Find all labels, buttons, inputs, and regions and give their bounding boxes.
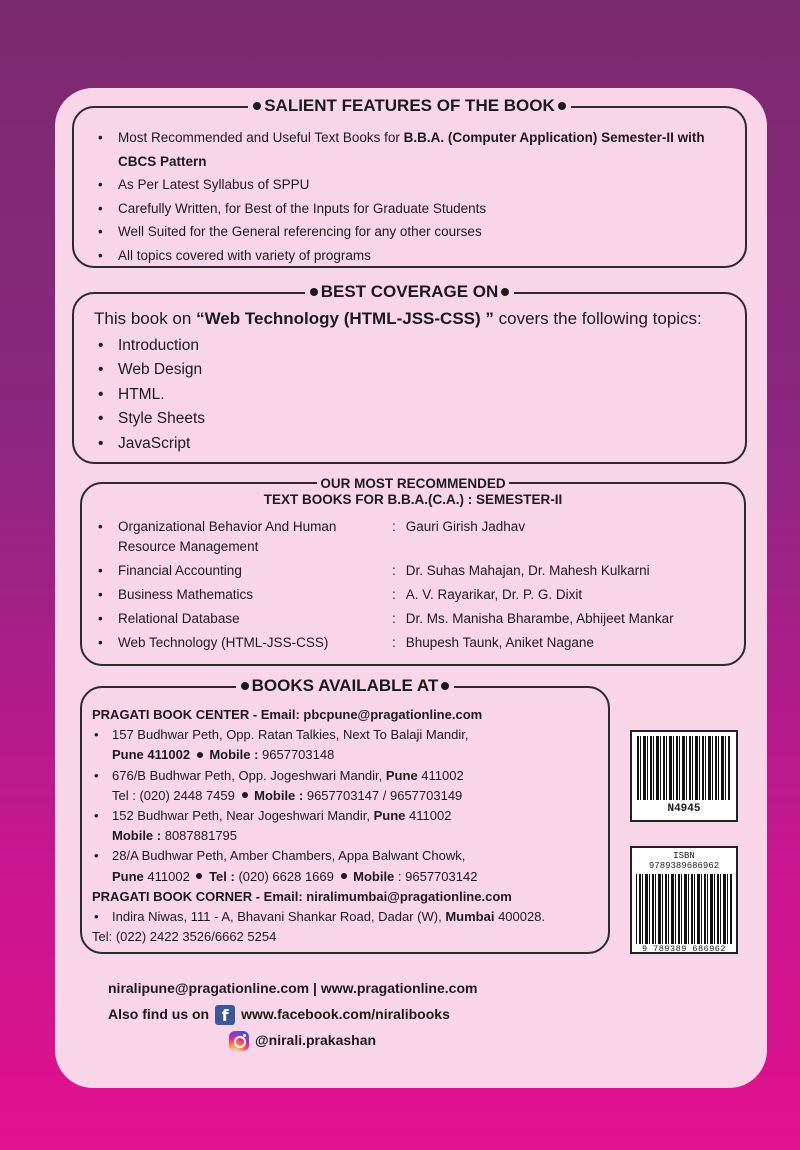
recommended-title-line1: OUR MOST RECOMMENDED (317, 476, 508, 491)
bullet-dot-icon (310, 288, 318, 296)
corner-address-list (92, 907, 545, 927)
address-city: Pune (112, 868, 144, 884)
address-pin: 411002 (405, 808, 452, 824)
address-pin: 411002 (417, 767, 464, 783)
feature-text: All topics covered with variety of programs (118, 247, 371, 263)
address-city: Mumbai (445, 909, 495, 925)
recommended-books-box (80, 476, 746, 666)
address-pin: 411002 (143, 868, 190, 884)
separator-dot-icon (341, 873, 347, 879)
isbn-number: ISBN 9789389686962 (648, 851, 720, 871)
best-coverage-box (72, 282, 747, 464)
footer-separator: | (309, 980, 321, 996)
center-email-link[interactable]: Email: pbcpune@pragationline.com (260, 707, 483, 722)
address-text: 152 Budhwar Peth, Near Jogeshwari Mandir, (112, 808, 374, 824)
book-title: • Financial Accounting (96, 561, 376, 581)
barcode-bars (636, 874, 732, 944)
ean-number: 9 789389 686962 (641, 944, 726, 954)
books-available-heading (82, 676, 608, 696)
list-item (92, 725, 545, 765)
recommended-heading (82, 476, 744, 508)
separator-dot-icon (242, 792, 248, 798)
bullet-dot-icon (501, 288, 509, 296)
mobile-label: Mobile (353, 868, 395, 884)
address-text: 676/B Budhwar Peth, Opp. Jogeshwari Mandir, (112, 767, 386, 783)
bullet-dot-icon (441, 682, 449, 690)
book-authors: : Bhupesh Taunk, Aniket Nagane (392, 633, 594, 653)
address-city: Pune (373, 808, 406, 824)
coverage-intro (94, 308, 702, 330)
mobile-label: Mobile : (254, 787, 304, 803)
mobile-number: 9657703148 (258, 747, 335, 763)
bullet-dot-icon (558, 102, 566, 110)
address-city: Pune 411002 (112, 747, 191, 763)
list-item (92, 766, 545, 806)
salient-features-box (72, 96, 747, 268)
book-title: • Business Mathematics (96, 585, 376, 605)
center-label: PRAGATI BOOK CENTER - (92, 707, 261, 722)
list-item (96, 220, 745, 244)
book-title: • Relational Database (96, 609, 376, 629)
book-title: • Web Technology (HTML-JSS-CSS) (96, 633, 376, 653)
feature-text: Carefully Written, for Best of the Inputs for Graduate Students (118, 200, 487, 216)
list-item (96, 126, 745, 173)
facebook-link[interactable]: www.facebook.com/niralibooks (241, 1006, 450, 1022)
list-item: • Style Sheets (96, 407, 205, 431)
coverage-topic-list (96, 334, 205, 456)
list-item: • Introduction (96, 334, 205, 358)
inventory-barcode (630, 730, 738, 822)
barcode-bars (637, 736, 731, 800)
footer-facebook-row (108, 1004, 477, 1030)
feature-bold-text: B.B.A. (Computer Application) Semester-II with CBCS Pattern (118, 130, 705, 169)
book-authors: : Dr. Ms. Manisha Bharambe, Abhijeet Mankar (392, 609, 674, 629)
telephone-number: Tel: (022) 2422 3526/6662 5254 (92, 929, 277, 945)
address-pin: 400028. (494, 909, 546, 925)
instagram-link[interactable]: @nirali.prakashan (255, 1032, 377, 1048)
separator-dot-icon (197, 752, 203, 758)
footer-email-row (108, 978, 477, 1004)
mobile-number: 9657703147 / 9657703149 (303, 787, 463, 803)
footer-instagram-row (108, 1030, 477, 1056)
feature-text: Well Suited for the General referencing for any other courses (118, 224, 482, 239)
address-text: 157 Budhwar Peth, Opp. Ratan Talkies, Next To Balaji Mandir, (112, 727, 469, 743)
coverage-book-title: “Web Technology (HTML-JSS-CSS) ” (196, 309, 494, 328)
separator-dot-icon (196, 873, 202, 879)
list-item: • JavaScript (96, 432, 205, 456)
book-authors: : Gauri Girish Jadhav (392, 517, 525, 537)
list-item (96, 173, 745, 197)
mobile-label: Mobile : (209, 747, 259, 763)
best-coverage-heading (74, 282, 745, 302)
salient-title: SALIENT FEATURES OF THE BOOK (264, 96, 555, 115)
list-item (92, 907, 545, 927)
bullet-dot-icon (253, 102, 261, 110)
barcode-code: N4945 (667, 803, 701, 815)
telephone-label: Tel : (209, 868, 235, 884)
list-item: • Web Design (96, 358, 205, 382)
bullet-dot-icon (241, 682, 249, 690)
address-text: Indira Niwas, 111 - A, Bhavani Shankar Road, Dadar (W), (112, 909, 446, 925)
corner-label: PRAGATI BOOK CORNER - Email: nirali (92, 888, 338, 904)
mobile-label: Mobile : (112, 828, 162, 844)
salient-features-heading (74, 96, 745, 116)
instagram-icon[interactable] (229, 1031, 249, 1051)
address-text: 28/A Budhwar Peth, Amber Chambers, Appa Balwant Chowk, (112, 848, 466, 864)
book-title: • Organizational Behavior And Human Resource Management (96, 517, 376, 557)
center-address-list (92, 725, 545, 887)
coverage-intro-pre: This book on (94, 309, 197, 328)
list-item: • HTML. (96, 383, 205, 407)
recommended-title-line2: TEXT BOOKS FOR B.B.A.(C.A.) : SEMESTER-II (261, 492, 566, 507)
book-authors: : Dr. Suhas Mahajan, Dr. Mahesh Kulkarni (392, 561, 650, 581)
mobile-number: : 9657703142 (394, 868, 478, 884)
telephone-number: Tel : (020) 2448 7459 (112, 787, 235, 803)
list-item (92, 806, 545, 846)
books-available-box (80, 676, 610, 954)
list-item (96, 244, 745, 268)
footer-contact (108, 978, 477, 1056)
find-us-label: Also find us on (108, 1006, 210, 1022)
footer-website-link[interactable]: www.pragationline.com (320, 980, 478, 996)
corner-heading (92, 887, 545, 907)
address-city: Pune (385, 767, 418, 783)
telephone-number: (020) 6628 1669 (234, 868, 334, 884)
coverage-title: BEST COVERAGE ON (320, 282, 499, 301)
address-list (92, 705, 545, 947)
available-title: BOOKS AVAILABLE AT (251, 676, 439, 695)
feature-text: Most Recommended and Useful Text Books for (118, 130, 404, 145)
salient-features-list (96, 126, 745, 267)
facebook-icon[interactable]: f (215, 1005, 235, 1025)
footer-email-link[interactable]: niralipune@pragationline.com (108, 980, 310, 996)
center-heading (92, 705, 545, 725)
feature-text: As Per Latest Syllabus of SPPU (118, 177, 310, 192)
book-authors: : A. V. Rayarikar, Dr. P. G. Dixit (392, 585, 582, 605)
list-item (92, 846, 545, 886)
isbn-barcode (630, 846, 738, 954)
corner-email: mumbai@pragationline.com (337, 888, 512, 904)
mobile-number: 8087881795 (161, 828, 238, 844)
list-item (96, 197, 745, 221)
coverage-intro-post: covers the following topics: (493, 309, 702, 328)
